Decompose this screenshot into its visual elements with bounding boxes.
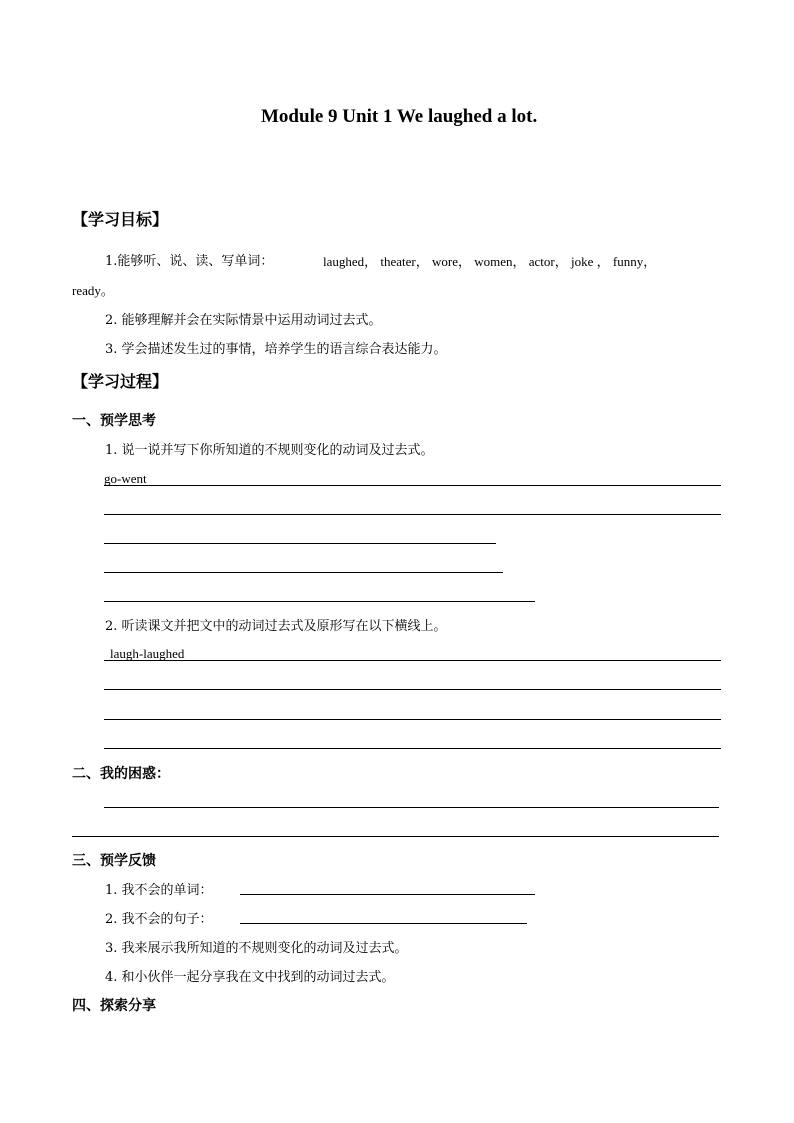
answer-line[interactable] [104,572,503,573]
sentence-answer-line[interactable] [240,923,527,924]
section3-heading: 三、预学反馈 [72,853,156,869]
answer-line[interactable] [104,689,721,690]
answer-line[interactable] [104,601,535,602]
section1-example-1: go-went [104,471,147,486]
goal-item-2: 2. 能够理解并会在实际情景中运用动词过去式。 [105,313,382,328]
goal-item-1-prefix: 1.能够听、说、读、写单词： [105,254,274,269]
answer-line[interactable] [104,748,721,749]
page-title: Module 9 Unit 1 We laughed a lot. [261,106,538,127]
section1-question-2: 2. 听读课文并把文中的动词过去式及原形写在以下横线上。 [105,619,447,634]
goals-heading: 【学习目标】 [72,210,169,229]
goal-item-3: 3. 学会描述发生过的事情，培养学生的语言综合表达能力。 [105,342,447,357]
section3-item-2: 2. 我不会的句子： [105,912,213,927]
section4-heading: 四、探索分享 [72,998,156,1014]
section3-item-3: 3. 我来展示我所知道的不规则变化的动词及过去式。 [105,941,408,956]
section1-heading: 一、预学思考 [72,413,156,429]
section2-heading: 二、我的困惑： [72,766,170,782]
answer-line[interactable] [104,807,719,808]
section1-question-1: 1. 说一说并写下你所知道的不规则变化的动词及过去式。 [105,443,434,458]
section3-item-4: 4. 和小伙伴一起分享我在文中找到的动词过去式。 [105,970,395,985]
answer-line[interactable] [104,660,721,661]
answer-line[interactable] [104,543,496,544]
goal-item-1-words: laughed， theater， wore， women， actor， joke ， funny， [323,254,657,269]
goal-item-1 [105,250,273,269]
section1-example-2: laugh-laughed [110,646,185,661]
answer-line[interactable] [104,514,721,515]
goal-item-1-cont: ready。 [72,283,114,298]
word-answer-line[interactable] [240,894,535,895]
process-heading: 【学习过程】 [72,372,169,391]
answer-line[interactable] [72,836,719,837]
answer-line[interactable] [104,719,721,720]
answer-line[interactable] [104,485,721,486]
section3-item-1: 1. 我不会的单词： [105,883,213,898]
